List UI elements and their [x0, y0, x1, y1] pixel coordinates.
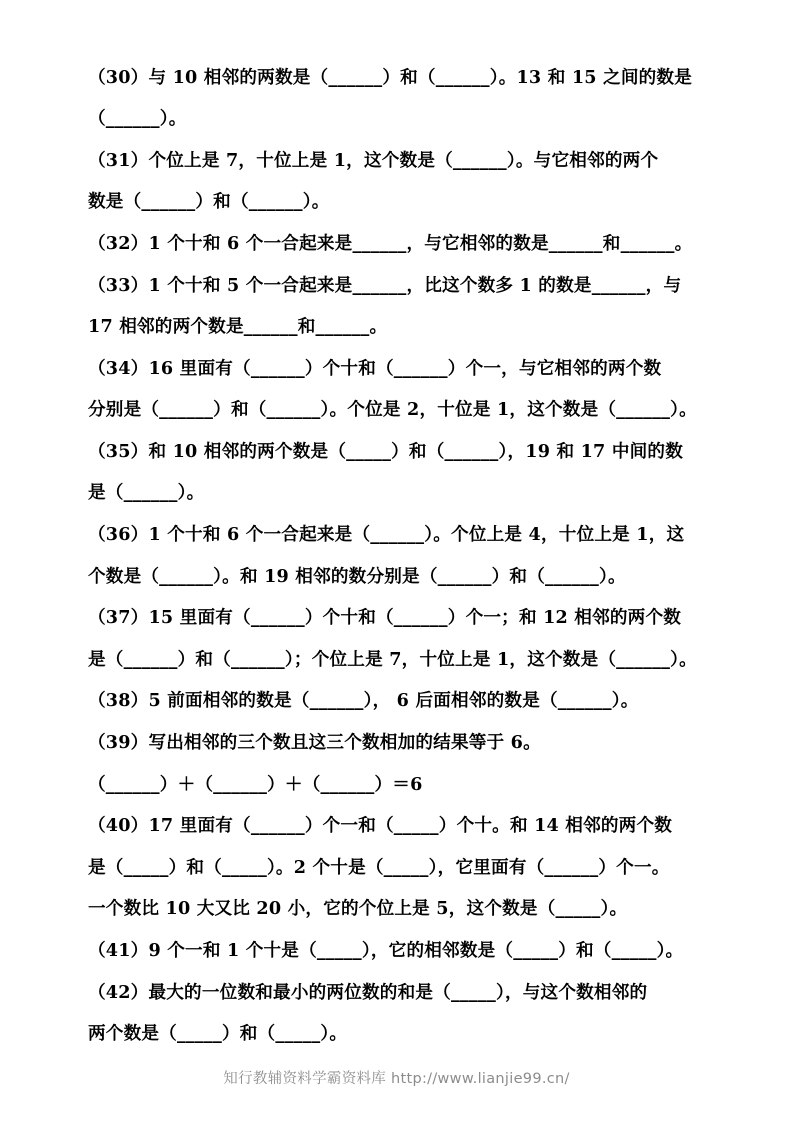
question-35-line-1: （35）和 10 相邻的两个数是（_____）和（______），19 和 17 中间的数 — [88, 441, 683, 462]
question-33-line-2: 17 相邻的两个数是______和______。 — [88, 316, 388, 337]
question-33-line-1: （33）1 个十和 5 个一合起来是______，比这个数多 1 的数是______，与 — [88, 275, 682, 296]
question-36-line-1: （36）1 个十和 6 个一合起来是（______）。个位上是 4，十位上是 1，这 — [88, 524, 685, 545]
question-41-line-1: （41）9 个一和 1 个十是（_____），它的相邻数是（_____）和（_____）。 — [88, 940, 684, 961]
question-40-line-2: 是（_____）和（_____）。2 个十是（_____），它里面有（______）个一。 — [88, 857, 670, 878]
question-34-line-2: 分别是（______）和（______）。个位是 2，十位是 1，这个数是（______）。 — [88, 399, 697, 420]
question-40-line-3: 一个数比 10 大又比 20 小，它的个位上是 5，这个数是（_____）。 — [88, 898, 628, 919]
question-34-line-1: （34）16 里面有（______）个十和（______）个一，与它相邻的两个数 — [88, 358, 662, 379]
question-32-line-1: （32）1 个十和 6 个一合起来是______，与它相邻的数是______和______。 — [88, 233, 693, 254]
question-37-line-2: 是（______）和（______）；个位上是 7，十位上是 1，这个数是（______）。 — [88, 649, 697, 670]
question-31-line-2: 数是（______）和（______）。 — [88, 191, 330, 212]
question-35-line-2: 是（______）。 — [88, 482, 205, 503]
question-31-line-1: （31）个位上是 7，十位上是 1，这个数是（______）。与它相邻的两个 — [88, 150, 659, 171]
question-30-line-1: （30）与 10 相邻的两数是（______）和（______）。13 和 15 之间的数是 — [88, 67, 692, 88]
footer-watermark: 知行教辅资料学霸资料库 http://www.lianjie99.cn/ — [223, 1071, 570, 1087]
question-39-line-2: （______）＋（______）＋（______）＝6 — [88, 774, 423, 795]
question-42-line-2: 两个数是（_____）和（_____）。 — [88, 1023, 348, 1044]
question-38-line-1: （38）5 前面相邻的数是（______）， 6 后面相邻的数是（______）。 — [88, 690, 639, 711]
question-37-line-1: （37）15 里面有（______）个十和（______）个一；和 12 相邻的两个数 — [88, 607, 682, 628]
question-39-line-1: （39）写出相邻的三个数且这三个数相加的结果等于 6。 — [88, 732, 541, 753]
question-42-line-1: （42）最大的一位数和最小的两位数的和是（_____），与这个数相邻的 — [88, 982, 648, 1003]
question-30-line-2: （______）。 — [88, 108, 187, 129]
question-40-line-1: （40）17 里面有（______）个一和（_____）个十。和 14 相邻的两个数 — [88, 815, 673, 836]
question-36-line-2: 个数是（______）。和 19 相邻的数分别是（______）和（______）。 — [88, 566, 626, 587]
